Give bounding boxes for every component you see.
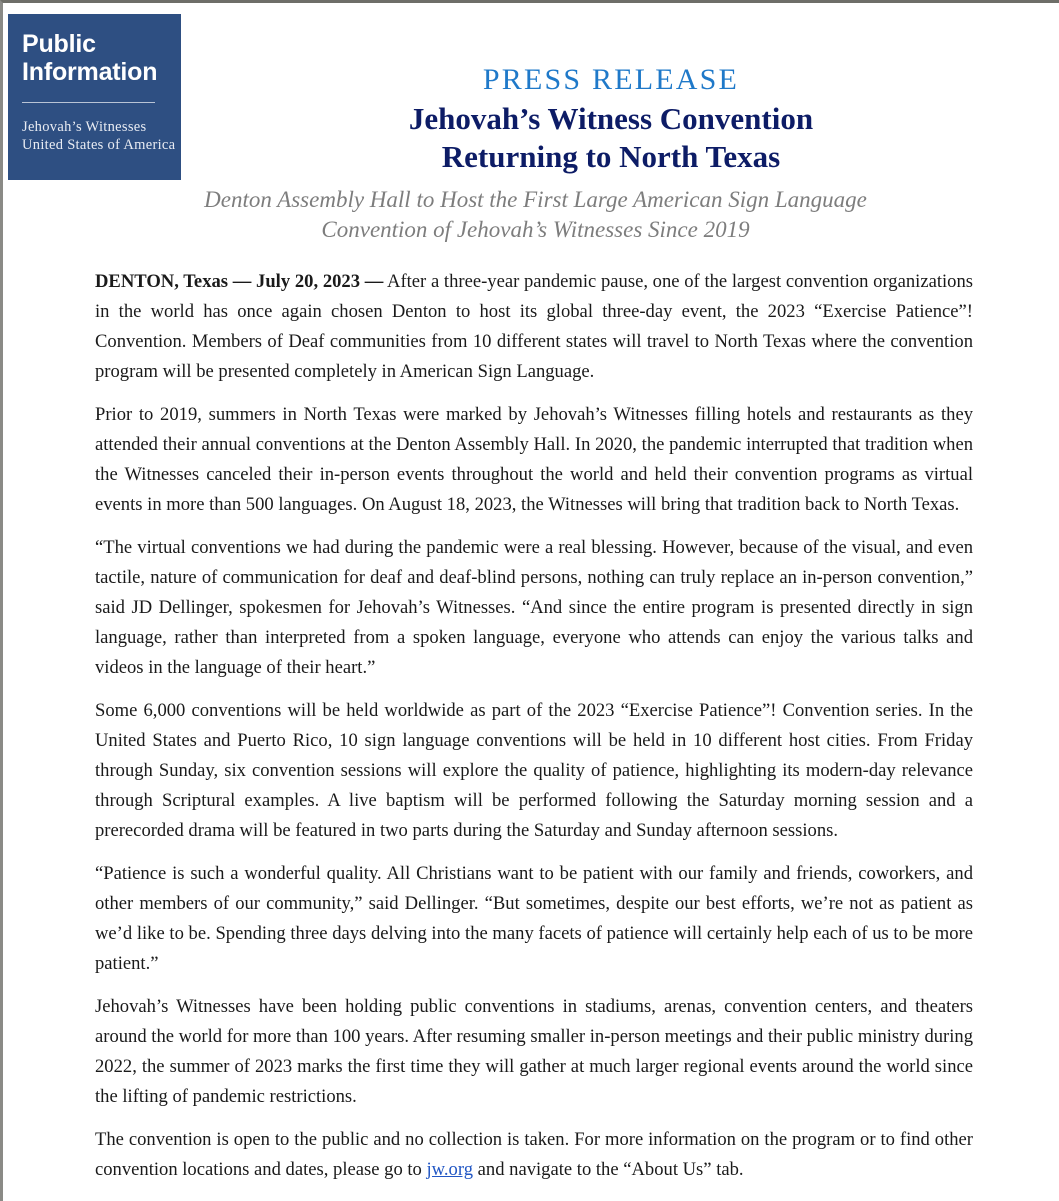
logo-org-line2: United States of America <box>22 137 176 153</box>
paragraph-3: “The virtual conventions we had during the pandemic were a real blessing. However, because of the visual, and even tactile, nature of communication for deaf and deaf-blind persons, nothing can truly replace an in-person convention,” said JD Dellinger, spokesmen for Jehovah’s Witnesses. “And since the entire program is presented directly in sign language, rather than interpreted from a spoken language, everyone who attends can enjoy the various talks and videos in the language of their heart.” <box>95 537 973 678</box>
headline-line2: Returning to North Texas <box>441 139 781 174</box>
paragraph-7-text-before: The convention is open to the public and no collection is taken. For more information on the program or to find other convention locations and dates, please go to <box>95 1129 973 1180</box>
paragraph-4: Some 6,000 conventions will be held worldwide as part of the 2023 “Exercise Patience”! Convention series. In the United States and Puerto Rico, 10 sign language conventions will be held in 10 different host cities. From Friday through Sunday, six convention sessions will explore the quality of patience, highlighting its modern-day relevance through Scriptural examples. A live baptism will be performed following the Saturday morning session and a prerecorded drama will be featured in two parts during the Saturday and Sunday afternoon sessions. <box>95 700 973 841</box>
paragraph-7 <box>95 1125 973 1185</box>
dateline: DENTON, Texas — July 20, 2023 — <box>95 271 384 292</box>
jw-org-link[interactable]: jw.org <box>426 1159 473 1180</box>
subheadline-line2: Convention of Jehovah’s Witnesses Since 2019 <box>321 217 750 242</box>
logo-title-line2: Information <box>22 58 158 86</box>
logo-title-line1: Public <box>22 30 96 58</box>
paragraph-2: Prior to 2019, summers in North Texas were marked by Jehovah’s Witnesses filling hotels and restaurants as they attended their annual conventions at the Denton Assembly Hall. In 2020, the pandemic interrupted that tradition when the Witnesses canceled their in-person events throughout the world and held their convention programs as virtual events in more than 500 languages. On August 18, 2023, the Witnesses will bring that tradition back to North Texas. <box>95 404 973 515</box>
logo-org-line1: Jehovah’s Witnesses <box>22 119 147 135</box>
logo-title <box>22 30 181 86</box>
press-release-kicker: PRESS RELEASE <box>482 63 740 96</box>
subheadline <box>113 185 958 245</box>
paragraph-5: “Patience is such a wonderful quality. All Christians want to be patient with our family and friends, coworkers, and other members of our community,” said Dellinger. “But sometimes, despite our best efforts, we’re not as patient as we’d like to be. Spending three days delving into the many facets of patience will certainly help each of us to be more patient.” <box>95 863 973 974</box>
logo-organization <box>22 118 181 154</box>
public-information-logo <box>8 14 181 180</box>
paragraph-1 <box>95 267 973 387</box>
paragraph-7-text-after: and navigate to the “About Us” tab. <box>473 1159 744 1180</box>
headline-line1: Jehovah’s Witness Convention <box>408 101 814 136</box>
logo-divider <box>22 102 155 103</box>
document-header <box>181 63 1041 176</box>
page-title <box>181 100 1041 176</box>
subheadline-line1: Denton Assembly Hall to Host the First Large American Sign Language <box>204 187 867 212</box>
article-body <box>95 267 973 1185</box>
paragraph-6: Jehovah’s Witnesses have been holding public conventions in stadiums, arenas, convention centers, and theaters around the world for more than 100 years. After resuming smaller in-person meetings and their public ministry during 2022, the summer of 2023 marks the first time they will gather at much larger regional events around the world since the lifting of pandemic restrictions. <box>95 996 973 1107</box>
paragraph-1-text: After a three-year pandemic pause, one of the largest convention organizations in the world has once again chosen Denton to host its global three-day event, the 2023 “Exercise Patience”! Convention. Members of Deaf communities from 10 different states will travel to North Texas where the convention program will be presented completely in American Sign Language. <box>95 271 973 382</box>
